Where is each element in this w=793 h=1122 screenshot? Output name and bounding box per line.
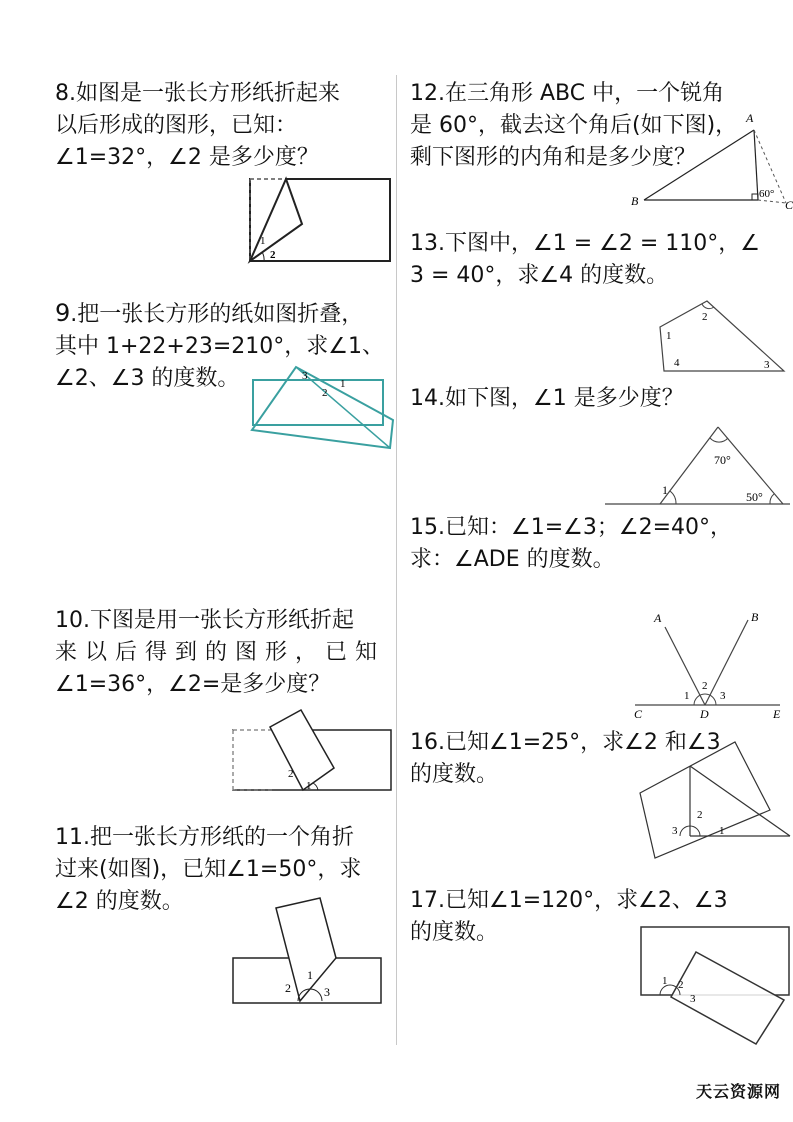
q15-line-2: 求：∠ADE 的度数。 (410, 547, 615, 572)
f15-label-2: 2 (702, 680, 708, 692)
f15-label-3: 3 (720, 690, 726, 702)
question-15 (410, 512, 790, 576)
figure-11 (228, 895, 386, 1007)
column-divider (396, 75, 397, 1045)
f13-label-1: 1 (666, 330, 672, 342)
f16-label-1: 1 (719, 825, 725, 837)
q10-line-1: 10.下图是用一张长方形纸折起 (55, 608, 354, 633)
f12-C: C (785, 198, 793, 212)
figure-16 (635, 738, 793, 863)
f16-label-3: 3 (672, 825, 678, 837)
f15-E: E (773, 707, 781, 720)
f8-label-2: 2 (270, 249, 276, 261)
q12-line-1: 12.在三角形 ABC 中，一个锐角 (410, 81, 725, 106)
f17-label-3: 3 (690, 993, 696, 1005)
q10-line-2: 来以后得到的图形，已知 (55, 640, 386, 665)
figure-10 (228, 705, 396, 795)
question-14 (410, 383, 790, 415)
f9-label-1: 1 (340, 378, 346, 390)
q12-line-3: 剩下图形的内角和是多少度？ (410, 145, 697, 170)
figure-9 (248, 360, 396, 455)
f15-B: B (751, 610, 759, 624)
f13-label-4: 4 (674, 357, 680, 369)
question-13 (410, 228, 790, 292)
f10-label-1: 1 (306, 780, 312, 792)
q11-line-3: ∠2 的度数。 (55, 889, 184, 914)
figure-15 (630, 605, 790, 720)
f15-C: C (634, 707, 643, 720)
f15-D: D (700, 707, 709, 720)
f15-A: A (654, 611, 662, 625)
f17-label-2: 2 (678, 979, 684, 991)
q8-line-2: 以后形成的图形，已知： (55, 113, 298, 138)
f13-label-2: 2 (702, 311, 708, 323)
question-10 (55, 605, 390, 701)
f11-label-3: 3 (324, 985, 330, 999)
q16-line-2: 的度数。 (410, 762, 499, 787)
q10-line-3: ∠1=36°，∠2=是多少度？ (55, 672, 331, 697)
q15-line-1: 15.已知：∠1=∠3；∠2=40°， (410, 515, 733, 540)
q11-line-2: 过来(如图)，已知∠1=50°，求 (55, 857, 362, 882)
question-8 (55, 78, 390, 174)
f14-right-angle: 50° (746, 490, 763, 504)
figure-8 (240, 172, 395, 267)
q14-line-1: 14.如下图，∠1 是多少度？ (410, 386, 684, 411)
f13-label-3: 3 (764, 359, 770, 371)
q9-line-3: ∠2、∠3 的度数。 (55, 366, 240, 391)
f9-label-3: 3 (302, 370, 308, 382)
f12-A: A (746, 111, 754, 125)
f14-top-angle: 70° (714, 453, 731, 467)
f17-label-1: 1 (662, 975, 668, 987)
figure-14 (600, 422, 793, 510)
q13-line-2: 3 = 40°，求∠4 的度数。 (410, 263, 669, 288)
q8-line-3: ∠1=32°，∠2 是多少度？ (55, 145, 319, 170)
f10-label-2: 2 (288, 768, 294, 780)
q8-line-1: 8.如图是一张长方形纸折起来 (55, 81, 340, 106)
q9-line-1 (55, 297, 395, 331)
q16-line-1: 16.已知∠1=25°，求∠2 和∠3 (410, 730, 721, 755)
q9-line-2: 其中 1+22+23=210°，求∠1、 (55, 334, 384, 359)
q17-line-2: 的度数。 (410, 920, 499, 945)
f8-label-1: 1 (260, 235, 266, 247)
q9-line-1-text: .把一张长方形的纸如图折叠， (70, 302, 364, 327)
figure-13 (652, 295, 790, 375)
f9-label-2: 2 (322, 387, 328, 399)
q11-line-1: 11.把一张长方形纸的一个角折 (55, 825, 354, 850)
f12-B: B (631, 194, 639, 208)
f11-label-2: 2 (285, 981, 291, 995)
f16-label-2: 2 (697, 809, 703, 821)
watermark: 天云资源网 (695, 1082, 781, 1101)
f11-label-1: 1 (307, 968, 313, 982)
q9-number: 9 (55, 299, 71, 327)
q17-line-1: 17.已知∠1=120°，求∠2、∠3 (410, 888, 728, 913)
f14-label-1: 1 (662, 483, 668, 497)
f12-angle: 60° (759, 188, 775, 200)
f15-label-1: 1 (684, 690, 690, 702)
figure-12 (626, 108, 793, 213)
q12-line-2: 是 60°，截去这个角后(如下图)， (410, 113, 738, 138)
q13-line-1: 13.下图中，∠1 = ∠2 = 110°，∠ (410, 231, 760, 256)
figure-17 (636, 922, 793, 1050)
